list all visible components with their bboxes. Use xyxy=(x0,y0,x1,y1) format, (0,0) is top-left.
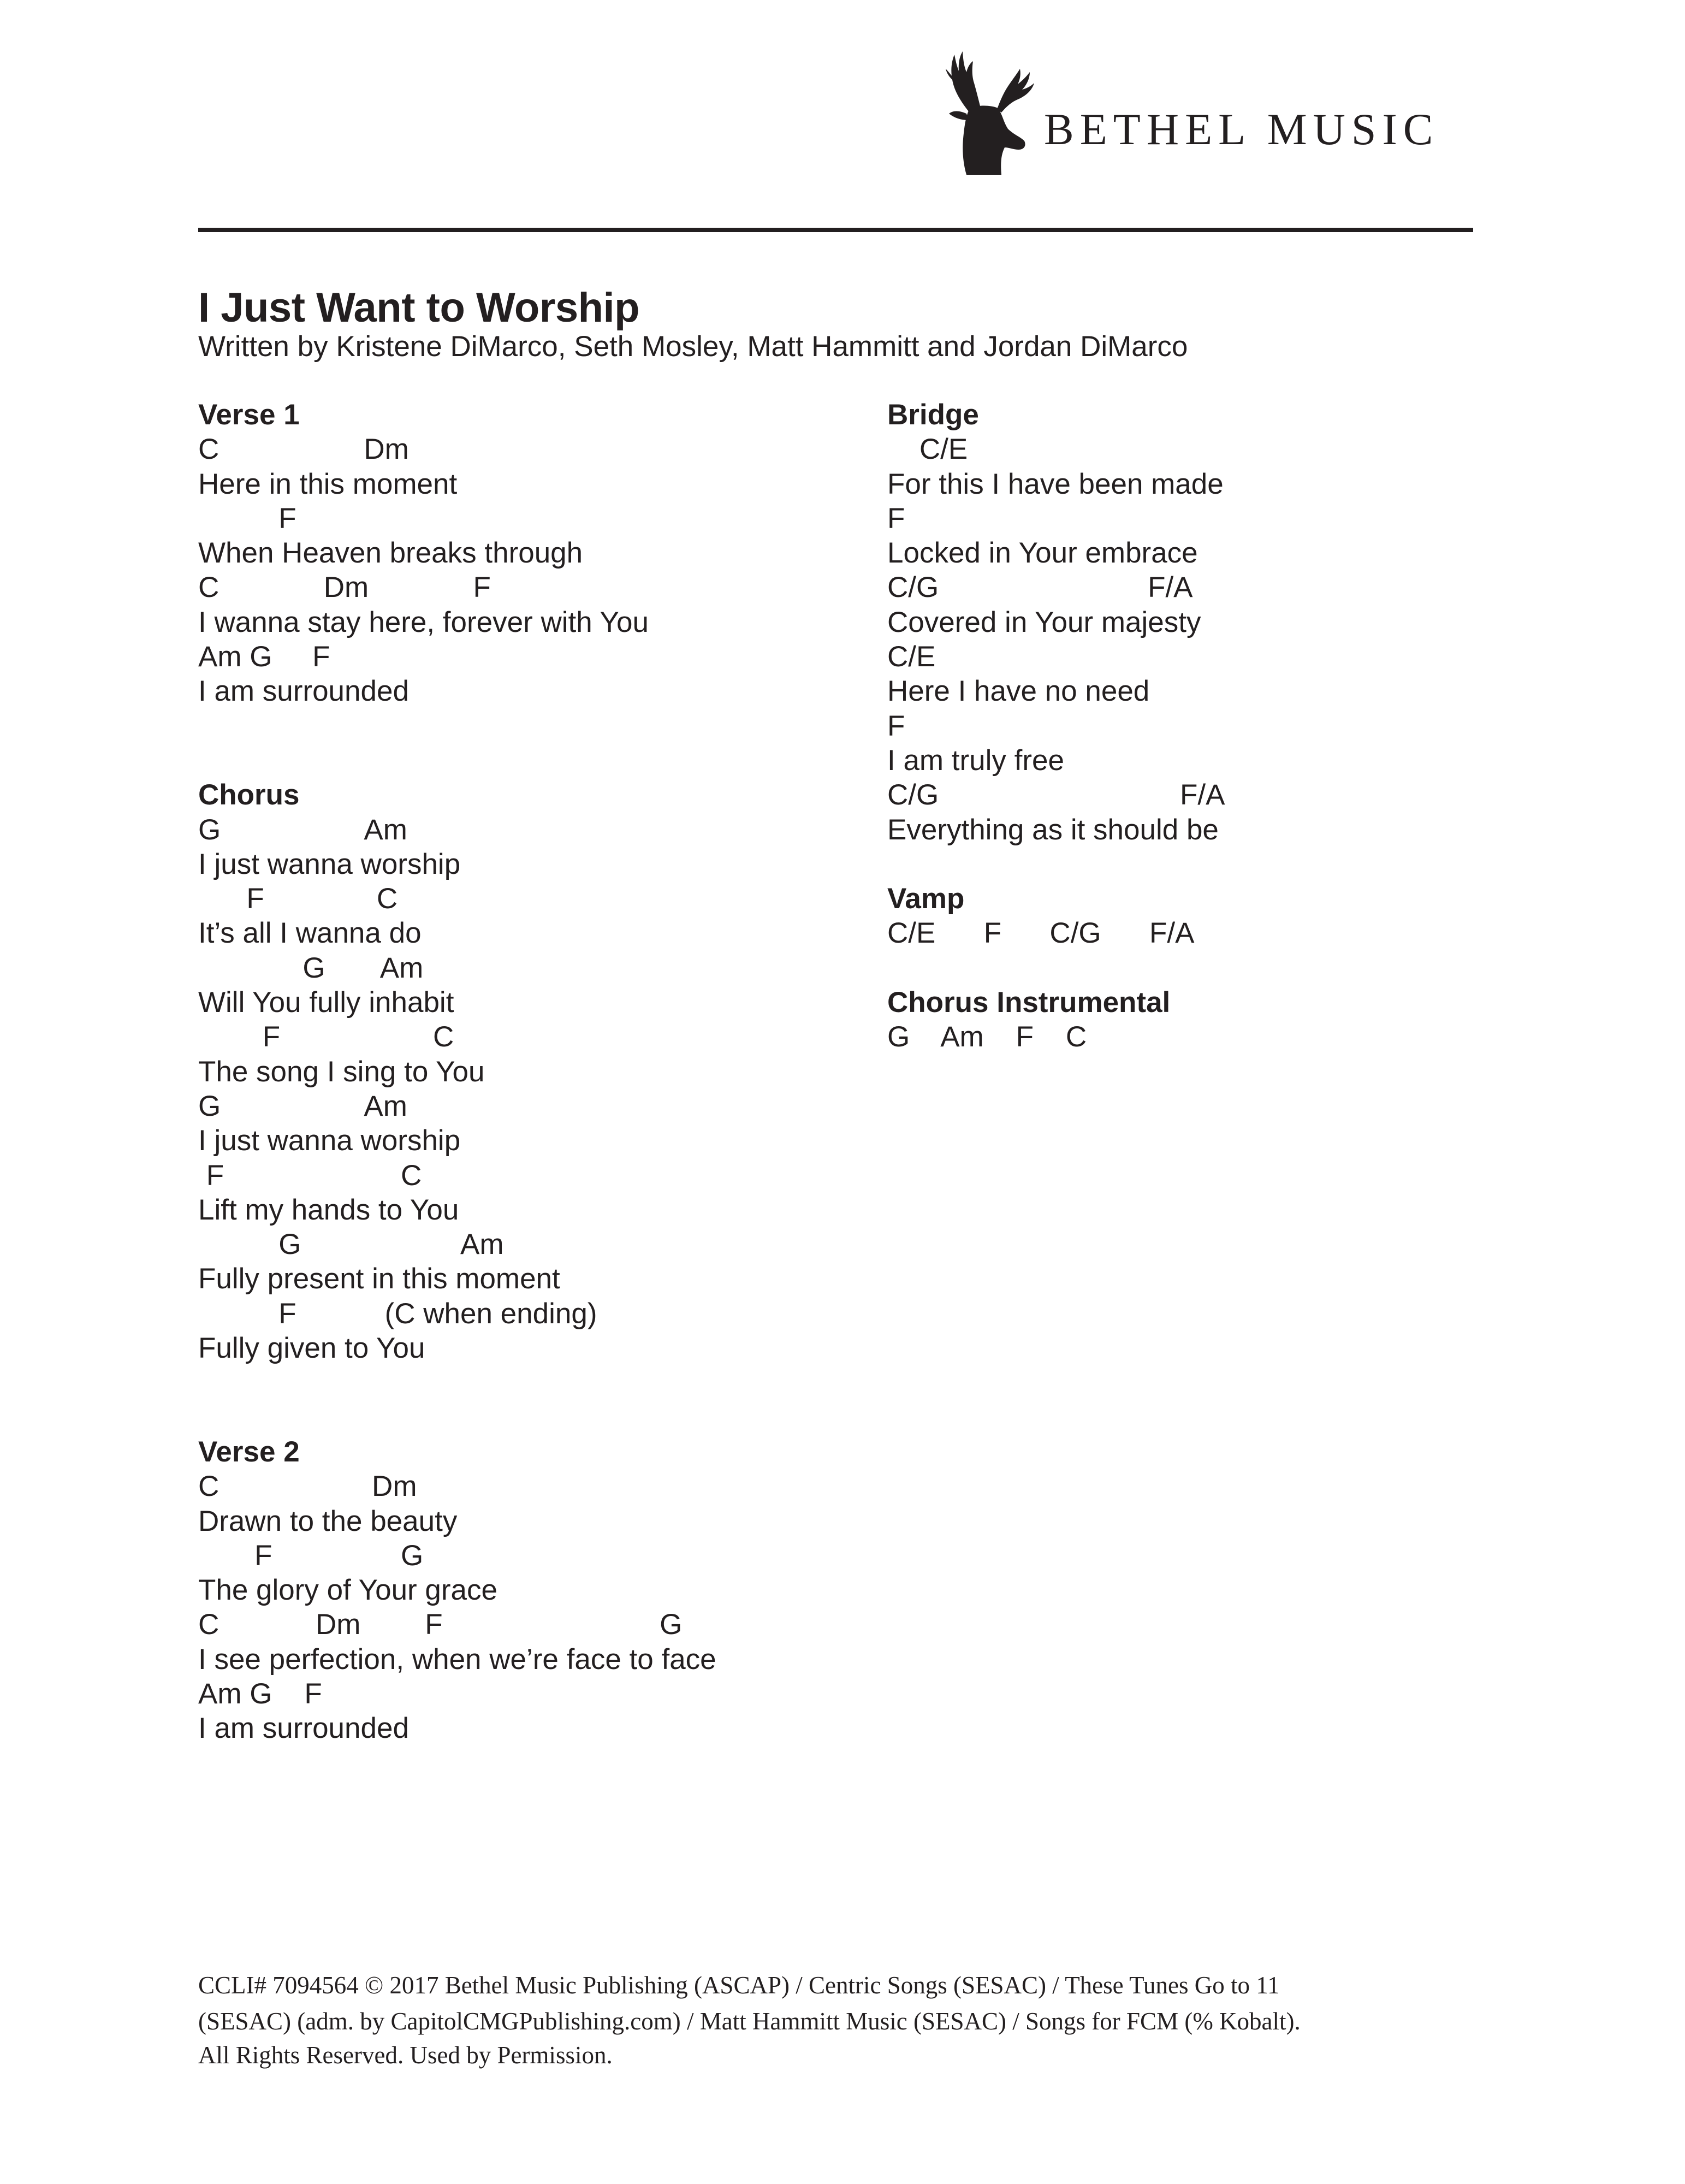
lyric-line: The glory of Your grace xyxy=(198,1574,498,1607)
chord-line: G Am xyxy=(198,951,424,984)
deer-head-icon xyxy=(945,47,1037,176)
section-title: Chorus Instrumental xyxy=(887,986,1171,1019)
chord-line: C/E xyxy=(887,641,936,673)
copyright-line: CCLI# 7094564 © 2017 Bethel Music Publishing (ASCAP) / Centric Songs (SESAC) / These Tunes Go to 11 xyxy=(198,1972,1280,1999)
section-vamp xyxy=(887,881,1488,951)
lyric-line: I see perfection, when we’re face to face xyxy=(198,1643,716,1676)
brand-logo xyxy=(945,47,1491,178)
chord-line: F C xyxy=(198,1021,454,1053)
chord-line: C/E xyxy=(887,433,968,466)
lyric-line: Covered in Your majesty xyxy=(887,606,1201,638)
copyright-footer xyxy=(198,1966,1509,2072)
right-column xyxy=(887,398,1488,1055)
chord-line: C/G F/A xyxy=(887,779,1225,812)
chord-line: Am G F xyxy=(198,1677,322,1710)
chord-line: F xyxy=(887,709,905,742)
lyric-line: Everything as it should be xyxy=(887,813,1219,846)
section-bridge xyxy=(887,398,1488,847)
header-divider xyxy=(198,228,1473,232)
copyright-line: (SESAC) (adm. by CapitolCMGPublishing.com) / Matt Hammitt Music (SESAC) / Songs for FCM (% Kobalt). xyxy=(198,2008,1301,2035)
lyric-line: Here in this moment xyxy=(198,467,458,500)
lyric-line: I am truly free xyxy=(887,744,1064,777)
lyric-line: For this I have been made xyxy=(887,467,1224,500)
section-title: Bridge xyxy=(887,399,979,431)
lyric-line: Here I have no need xyxy=(887,675,1150,708)
section-title: Verse 2 xyxy=(198,1435,300,1468)
lyric-line: I am surrounded xyxy=(198,675,409,708)
chord-line: C Dm xyxy=(198,433,409,466)
chord-line: Am G F xyxy=(198,641,330,673)
chord-line: G Am xyxy=(198,1090,407,1122)
lyric-line: Will You fully inhabit xyxy=(198,986,454,1019)
lyric-line: I wanna stay here, forever with You xyxy=(198,606,649,638)
section-verse-1 xyxy=(198,398,853,709)
section-title: Chorus xyxy=(198,779,300,812)
lyric-line: Locked in Your embrace xyxy=(887,537,1198,570)
section-verse-2 xyxy=(198,1435,853,1746)
lyric-line: I am surrounded xyxy=(198,1712,409,1745)
chord-line: C/E F C/G F/A xyxy=(887,917,1195,950)
lyric-line: I just wanna worship xyxy=(198,1124,461,1157)
chord-line: F C xyxy=(198,883,398,915)
chord-line: C Dm xyxy=(198,1470,417,1503)
chord-line: G Am xyxy=(198,1228,504,1261)
chord-line: F xyxy=(198,502,296,535)
section-title: Verse 1 xyxy=(198,399,300,431)
lyric-line: Fully present in this moment xyxy=(198,1263,560,1295)
section-title: Vamp xyxy=(887,883,965,915)
chord-line: G Am F C xyxy=(887,1021,1087,1053)
chord-line: F C xyxy=(198,1159,422,1192)
lyric-line: The song I sing to You xyxy=(198,1055,485,1088)
copyright-line: All Rights Reserved. Used by Permission. xyxy=(198,2041,613,2069)
chord-line: C/G F/A xyxy=(887,571,1193,604)
section-chorus-instrumental xyxy=(887,985,1488,1055)
songwriters-credit: Written by Kristene DiMarco, Seth Mosley, Matt Hammitt and Jordan DiMarco xyxy=(198,330,1188,363)
lyric-line: It’s all I wanna do xyxy=(198,917,422,950)
section-chorus xyxy=(198,778,853,1365)
song-title: I Just Want to Worship xyxy=(198,285,640,331)
chord-line: C Dm F xyxy=(198,571,491,604)
chord-line: G Am xyxy=(198,813,407,846)
lyric-line: Fully given to You xyxy=(198,1332,425,1365)
lyric-line: Lift my hands to You xyxy=(198,1193,459,1226)
chord-line: F (C when ending) xyxy=(198,1297,597,1330)
left-column xyxy=(198,398,853,1746)
chord-line: F G xyxy=(198,1539,424,1572)
brand-name: BETHEL MUSIC xyxy=(1044,104,1439,154)
chord-line: F xyxy=(887,502,905,535)
lyric-line: I just wanna worship xyxy=(198,848,461,880)
chord-line: C Dm F G xyxy=(198,1608,683,1641)
lyric-line: Drawn to the beauty xyxy=(198,1505,458,1537)
lyric-line: When Heaven breaks through xyxy=(198,537,583,570)
